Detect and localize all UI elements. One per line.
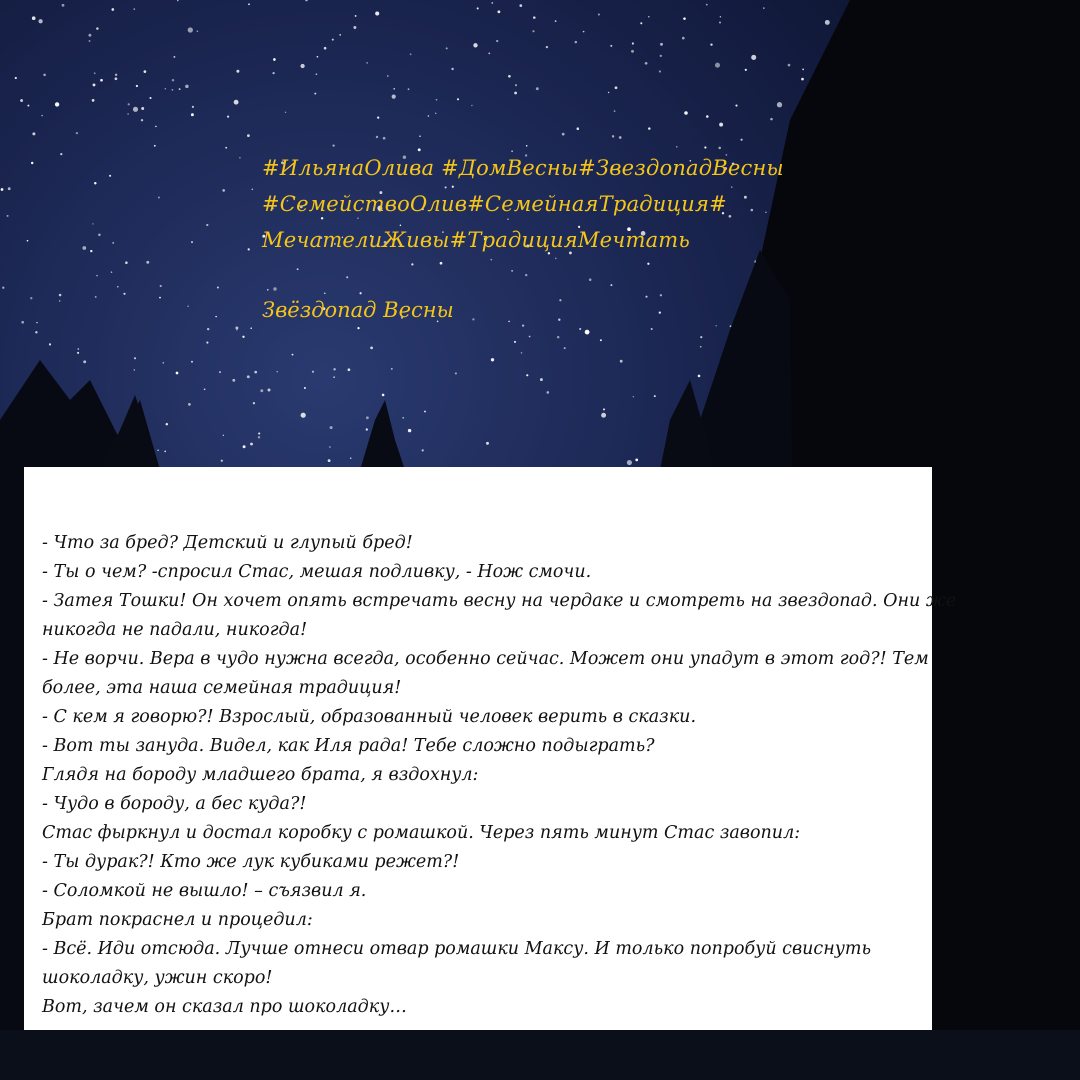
story-line: - Ты дурак?! Кто же лук кубиками режет?!	[42, 852, 460, 872]
hashtag-block	[262, 150, 822, 258]
hashtag-line: МечателиЖивы#ТрадицияМечтать	[262, 228, 691, 252]
story-line: Вот, зачем он сказал про шоколадку…	[42, 997, 407, 1017]
story-line: - Соломкой не вышло! – съязвил я.	[42, 881, 367, 901]
hashtag-line: #СемействоОлив#СемейнаяТрадиция#	[262, 192, 727, 216]
story-line: - Не ворчи. Вера в чудо нужна всегда, особенно сейчас. Может они упадут в этот год?! Тем	[42, 649, 929, 669]
story-line: никогда не падали, никогда!	[42, 620, 308, 640]
hashtag-line: #ИльянаОлива #ДомВесны#ЗвездопадВесны	[262, 156, 784, 180]
story-line: - Что за бред? Детский и глупый бред!	[42, 533, 413, 553]
story-line: Стас фыркнул и достал коробку с ромашкой. Через пять минут Стас завопил:	[42, 823, 801, 843]
story-line: Глядя на бороду младшего брата, я вздохнул:	[42, 765, 479, 785]
story-line: - Вот ты зануда. Видел, как Иля рада! Тебе сложно подыграть?	[42, 736, 655, 756]
story-line: шоколадку, ужин скоро!	[42, 968, 273, 988]
story-line: более, эта наша семейная традиция!	[42, 678, 402, 698]
story-line: - Всё. Иди отсюда. Лучше отнеси отвар ромашки Максу. И только попробуй свиснуть	[42, 939, 872, 959]
story-text-panel	[24, 467, 957, 1030]
story-title: Звёздопад Весны	[262, 298, 454, 322]
story-line: - Затея Тошки! Он хочет опять встречать весну на чердаке и смотреть на звездопад. Они же	[42, 591, 957, 611]
story-line: - С кем я говорю?! Взрослый, образованный человек верить в сказки.	[42, 707, 697, 727]
story-line: - Чудо в бороду, а бес куда?!	[42, 794, 307, 814]
story-line: - Ты о чем? -спросил Стас, мешая подливку, - Нож смочи.	[42, 562, 592, 582]
story-line: Брат покраснел и процедил:	[42, 910, 313, 930]
